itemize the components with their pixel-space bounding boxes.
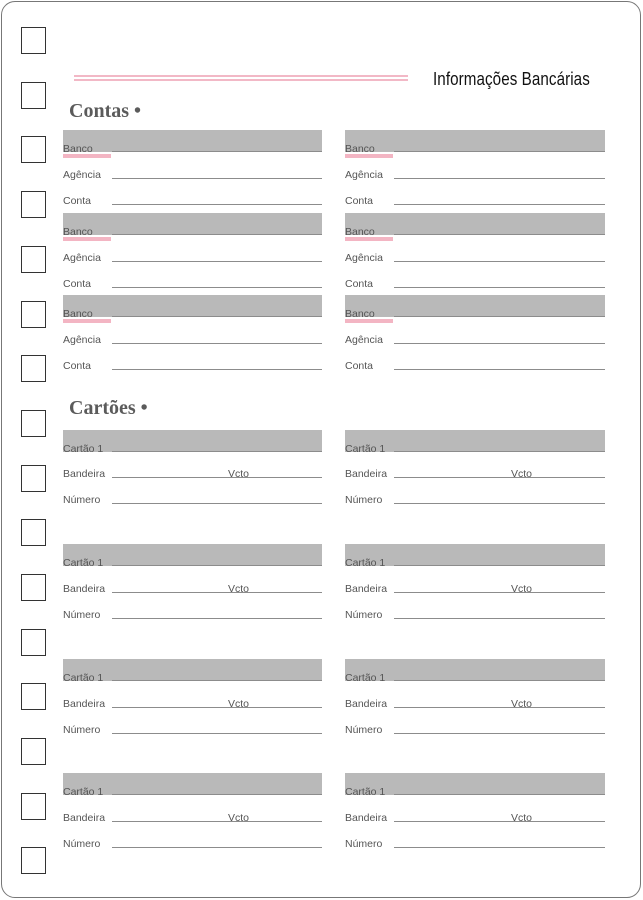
bandeira-label: Bandeira [345,468,388,480]
numero-label: Número [345,838,383,850]
bandeira-field[interactable] [394,477,605,478]
agencia-field[interactable] [394,343,605,344]
conta-label: Conta [345,278,374,290]
vcto-label: Vcto [511,698,533,710]
bandeira-field[interactable] [394,821,605,822]
numero-label: Número [345,494,383,506]
cartao-label: Cartão 1 [345,443,386,455]
checkbox[interactable] [21,519,46,546]
numero-field[interactable] [394,733,605,734]
bandeira-field[interactable] [394,707,605,708]
header-rule [74,75,408,77]
agencia-field[interactable] [112,343,322,344]
cartao-line [394,451,605,452]
vcto-label: Vcto [511,468,533,480]
vcto-label: Vcto [511,812,533,824]
page-title: Informações Bancárias [433,68,590,89]
bandeira-field[interactable] [112,707,322,708]
bandeira-label: Bandeira [345,583,388,595]
numero-label: Número [63,609,101,621]
numero-field[interactable] [112,618,322,619]
checkbox[interactable] [21,629,46,656]
cartao-label: Cartão 1 [63,672,104,684]
agencia-field[interactable] [394,261,605,262]
contas-section-title: Contas • [69,100,142,122]
checkbox[interactable] [21,465,46,492]
checkbox[interactable] [21,191,46,218]
numero-label: Número [63,494,101,506]
numero-field[interactable] [394,847,605,848]
bandeira-label: Bandeira [63,468,106,480]
cartao-line [112,680,322,681]
conta-label: Conta [63,278,92,290]
cartao-label: Cartão 1 [345,672,386,684]
agencia-field[interactable] [112,261,322,262]
banco-label: Banco [345,143,375,155]
banco-label: Banco [63,308,93,320]
cartao-label: Cartão 1 [345,557,386,569]
vcto-label: Vcto [228,698,250,710]
cartao-label: Cartão 1 [345,786,386,798]
agencia-label: Agência [345,252,383,264]
checkbox[interactable] [21,574,46,601]
banco-line [112,316,322,317]
vcto-label: Vcto [511,583,533,595]
cartao-line [394,680,605,681]
bandeira-label: Bandeira [63,583,106,595]
checkbox[interactable] [21,793,46,820]
numero-field[interactable] [394,618,605,619]
numero-label: Número [63,838,101,850]
cartao-line [112,565,322,566]
checkbox[interactable] [21,683,46,710]
header-band [345,213,605,235]
numero-field[interactable] [112,733,322,734]
cartao-label: Cartão 1 [63,557,104,569]
planner-page [1,1,641,898]
checkbox[interactable] [21,82,46,109]
conta-field[interactable] [112,369,322,370]
header-band [63,295,322,317]
agencia-label: Agência [63,252,101,264]
header-rule [74,79,408,81]
cartao-line [394,565,605,566]
agencia-field[interactable] [112,178,322,179]
cartao-label: Cartão 1 [63,786,104,798]
conta-field[interactable] [112,287,322,288]
bandeira-label: Bandeira [63,812,106,824]
banco-label: Banco [63,226,93,238]
vcto-label: Vcto [228,812,250,824]
checkbox[interactable] [21,355,46,382]
agencia-label: Agência [63,334,101,346]
banco-line [394,316,605,317]
conta-field[interactable] [394,369,605,370]
header-band [63,213,322,235]
bandeira-label: Bandeira [63,698,106,710]
numero-label: Número [345,724,383,736]
banco-line [394,234,605,235]
agencia-label: Agência [63,169,101,181]
agencia-field[interactable] [394,178,605,179]
banco-label: Banco [345,308,375,320]
bandeira-field[interactable] [112,477,322,478]
header-band [345,130,605,152]
cartao-line [112,794,322,795]
numero-field[interactable] [112,503,322,504]
conta-field[interactable] [394,204,605,205]
checkbox[interactable] [21,27,46,54]
bandeira-label: Bandeira [345,698,388,710]
banco-line [112,151,322,152]
agencia-label: Agência [345,169,383,181]
banco-label: Banco [345,226,375,238]
checkbox[interactable] [21,246,46,273]
conta-label: Conta [345,360,374,372]
header-band [63,130,322,152]
conta-label: Conta [63,360,92,372]
banco-line [112,234,322,235]
conta-label: Conta [63,195,92,207]
bandeira-field[interactable] [112,592,322,593]
conta-label: Conta [345,195,374,207]
cartao-line [394,794,605,795]
vcto-label: Vcto [228,468,250,480]
banco-label: Banco [63,143,93,155]
bandeira-field[interactable] [394,592,605,593]
bandeira-label: Bandeira [345,812,388,824]
numero-label: Número [63,724,101,736]
banco-line [394,151,605,152]
bandeira-field[interactable] [112,821,322,822]
numero-label: Número [345,609,383,621]
checkbox[interactable] [21,301,46,328]
vcto-label: Vcto [228,583,250,595]
checkbox[interactable] [21,136,46,163]
checkbox[interactable] [21,410,46,437]
checkbox[interactable] [21,738,46,765]
header-band [345,295,605,317]
checkbox[interactable] [21,847,46,874]
cartoes-section-title: Cartões • [69,397,148,419]
numero-field[interactable] [394,503,605,504]
conta-field[interactable] [112,204,322,205]
conta-field[interactable] [394,287,605,288]
cartao-line [112,451,322,452]
numero-field[interactable] [112,847,322,848]
cartao-label: Cartão 1 [63,443,104,455]
agencia-label: Agência [345,334,383,346]
